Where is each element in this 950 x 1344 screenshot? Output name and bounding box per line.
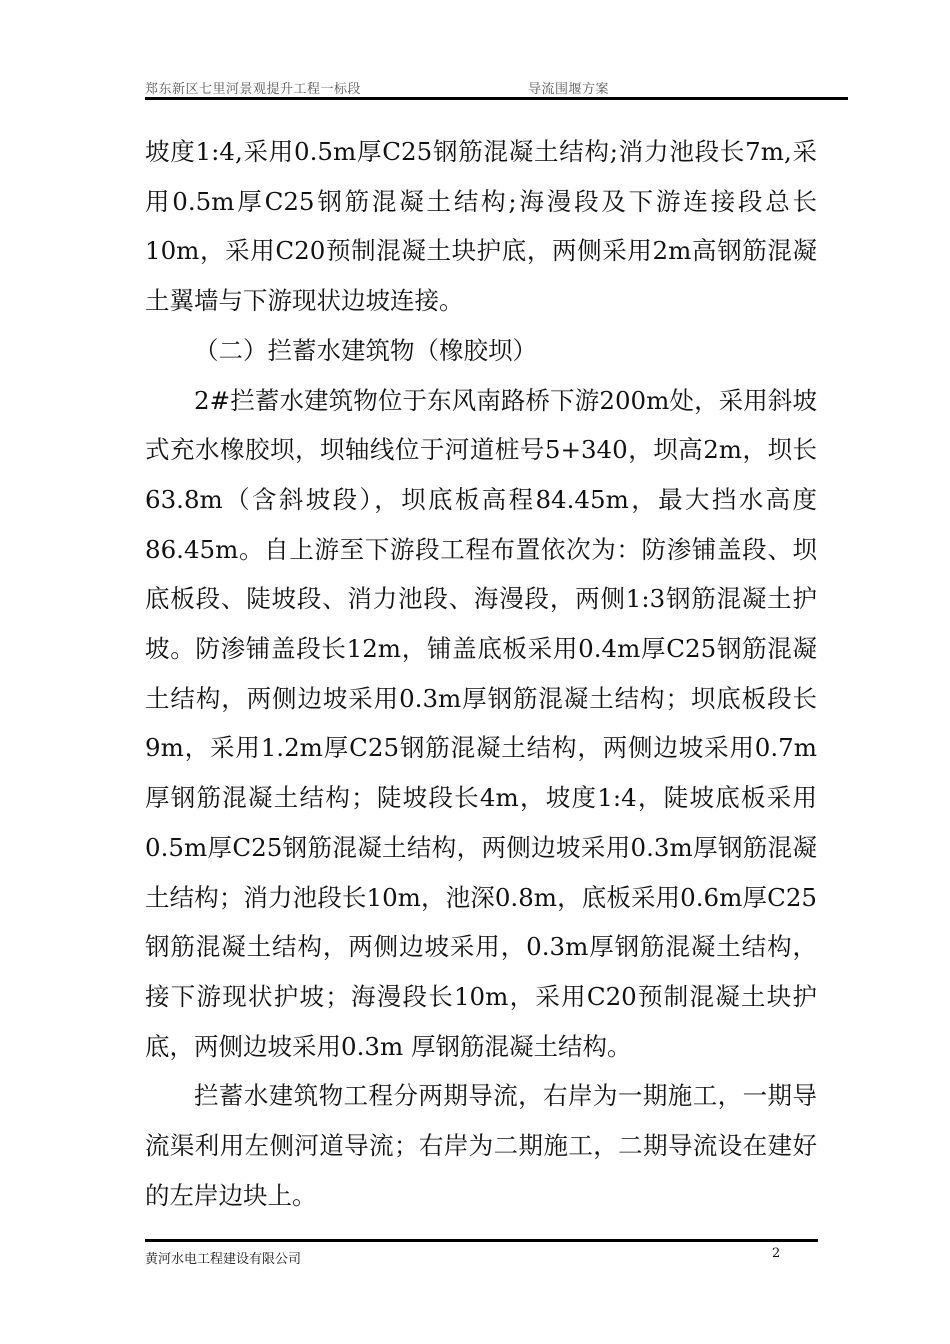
footer-company-name: 黄河水电工程建设有限公司 <box>145 1252 302 1267</box>
paragraph-continuation: 坡度1:4,采用0.5m厚C25钢筋混凝土结构;消力池段长7m,采用0.5m厚C25钢筋混凝土结构;海漫段及下游连接段总长10m，采用C20预制混凝土块护底，两侧采用2m高钢筋混凝土翼墙与下游现状边坡连接。 <box>145 137 817 316</box>
header-divider <box>145 97 848 100</box>
header-project-name: 郑东新区七里河景观提升工程一标段 <box>145 82 362 97</box>
page-number: 2 <box>772 1246 781 1261</box>
document-body <box>145 127 817 1220</box>
paragraph-diversion-plan: 拦蓄水建筑物工程分两期导流，右岸为一期施工，一期导流渠利用左侧河道导流；右岸为二期施工，二期导流设在建好的左岸边块上。 <box>145 1081 817 1210</box>
section-heading-rubber-dam: （二）拦蓄水建筑物（橡胶坝） <box>194 335 537 365</box>
paragraph-dam-description: 2#拦蓄水建筑物位于东风南路桥下游200m处，采用斜坡式充水橡胶坝，坝轴线位于河道桩号5+340，坝高2m，坝长63.8m（含斜坡段），坝底板高程84.45m，最大挡水高度86.45m。自上游至下游段工程布置依次为：防渗铺盖段、坝底板段、陡坡段、消力池段、海漫段，两侧1:3钢筋混凝土护坡。防渗铺盖段长12m，铺盖底板采用0.4m厚C25钢筋混凝土结构，两侧边坡采用0.3m厚钢筋混凝土结构；坝底板段长9m，采用1.2m厚C25钢筋混凝土结构，两侧边坡采用0.7m厚钢筋混凝土结构；陡坡段长4m，坡度1:4，陡坡底板采用0.5m厚C25钢筋混凝土结构，两侧边坡采用0.3m厚钢筋混凝土结构；消力池段长10m，池深0.8m，底板采用0.6m厚C25钢筋混凝土结构，两侧边坡采用，0.3m厚钢筋混凝土结构，接下游现状护坡；海漫段长10m，采用C20预制混凝土块护底，两侧边坡采用0.3m 厚钢筋混凝土结构。 <box>145 385 817 1061</box>
footer-divider <box>145 1239 818 1242</box>
header-document-title: 导流围堰方案 <box>528 82 610 97</box>
